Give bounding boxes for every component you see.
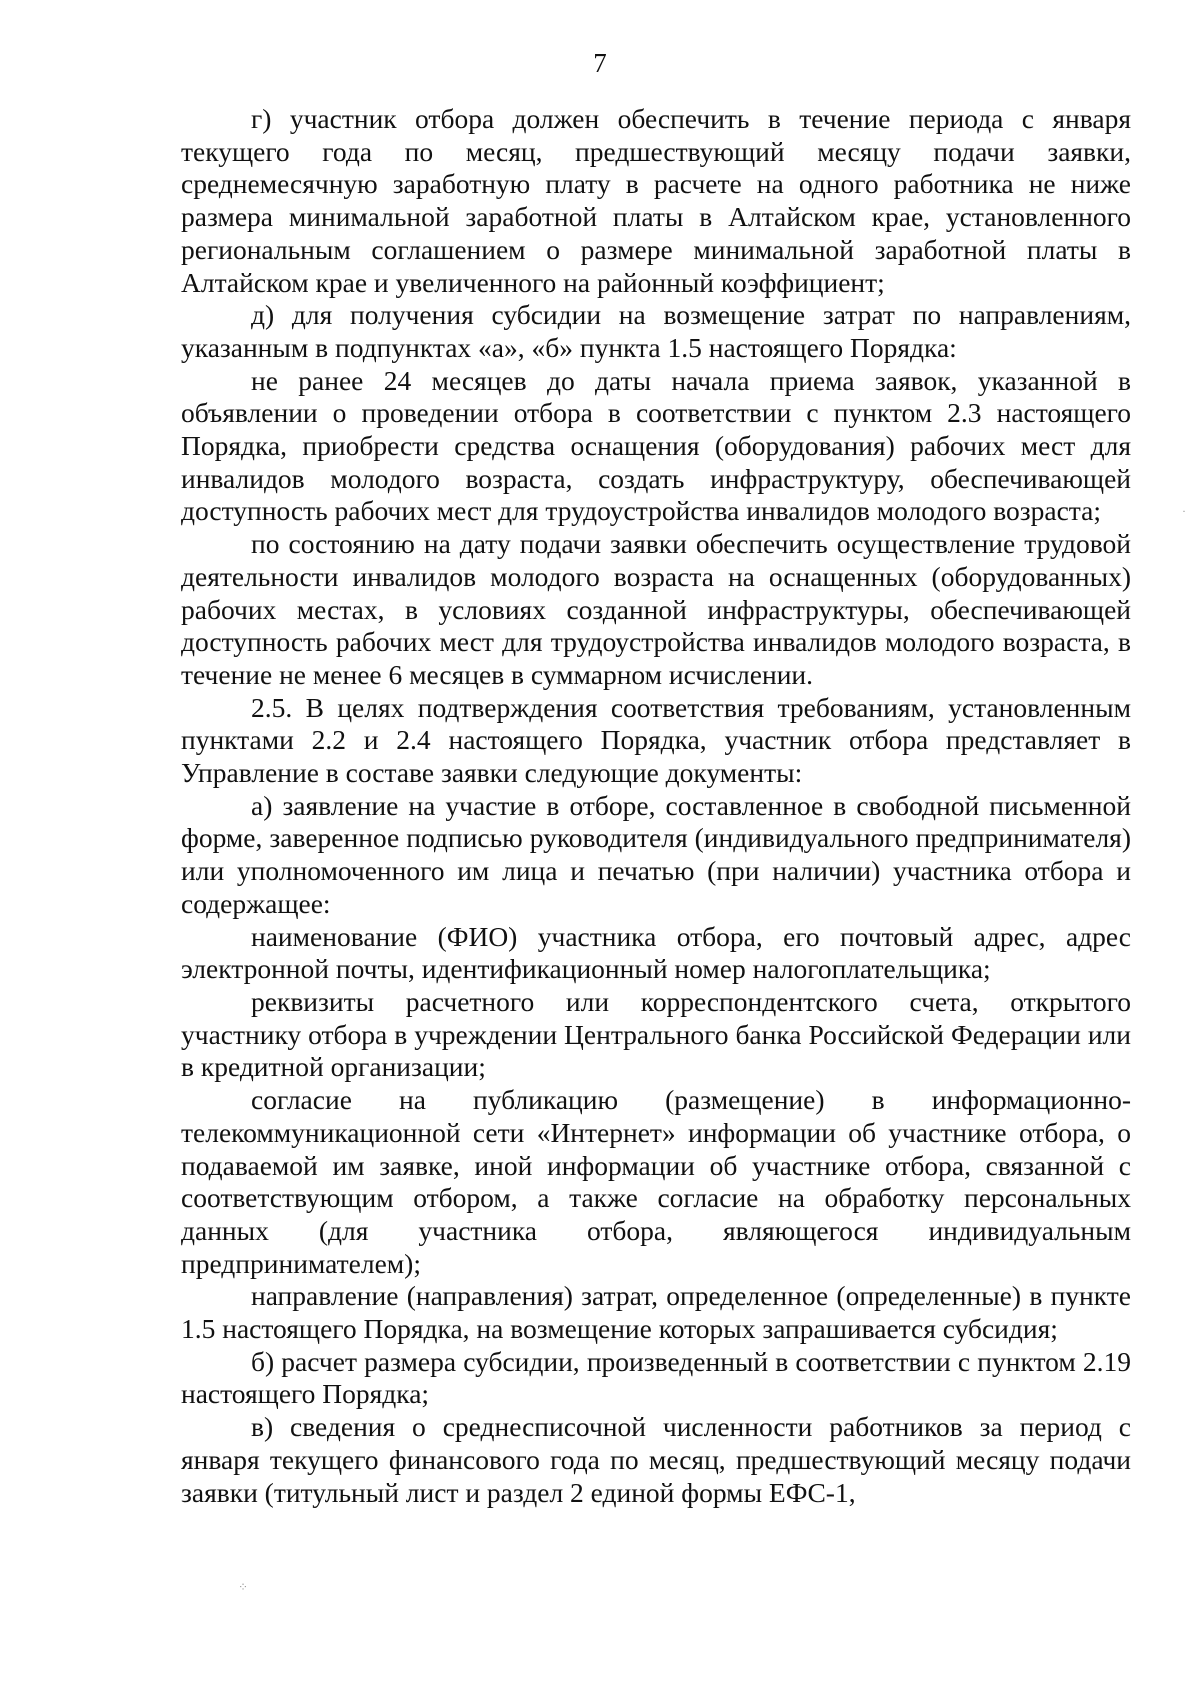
paragraph-a-name: наименование (ФИО) участника отбора, его почтовый адрес, адрес электронной почты, идентификационный номер налогоплательщика; (181, 920, 1131, 985)
paragraph-d-equipment: не ранее 24 месяцев до даты начала приема заявок, указанной в объявлении о проведении отбора в соответствии с пунктом 2.3 настоящего Порядка, приобрести средства оснащения (оборудования) рабочих мест для инвалидов молодого возраста, создать инфраструктуру, обеспечивающей доступность рабочих мест для трудоустройства инвалидов молодого возраста; (181, 364, 1131, 527)
paragraph-d-employment: по состоянию на дату подачи заявки обеспечить осуществление трудовой деятельности инвалидов молодого возраста на оснащенных (оборудованных) рабочих местах, в условиях созданной инфраструктуры, обеспечивающей доступность рабочих мест для трудоустройства инвалидов молодого возраста, в течение не менее 6 месяцев в суммарном исчислении. (181, 528, 1131, 690)
paragraph-d: д) для получения субсидии на возмещение затрат по направлениям, указанным в подпунктах «а», «б» пункта 1.5 настоящего Порядка: (181, 299, 1131, 363)
paragraph-a-application: а) заявление на участие в отборе, составленное в свободной письменной форме, заверенное подписью руководителя (индивидуального предпринимателя) или уполномоченного им лица и печатью (при наличии) участника отбора и содержащее: (181, 789, 1131, 919)
paragraph-b-calculation: б) расчет размера субсидии, произведенный в соответствии с пунктом 2.19 настоящего Порядка; (181, 1345, 1131, 1410)
page-number: 7 (593, 48, 607, 78)
paragraph-g: г) участник отбора должен обеспечить в течение периода с января текущего года по месяц, предшествующий месяцу подачи заявки, среднемесячную заработную плату в расчете на одного работника не ниже размера минимальной заработной платы в Алтайском крае, установленного региональным соглашением о размере минимальной заработной платы в Алтайском крае и увеличенного на районный коэффициент; (181, 103, 1131, 298)
paragraph-a-bank-details: реквизиты расчетного или корреспондентского счета, открытого участнику отбора в учреждении Центрального банка Российской Федерации или в кредитной организации; (181, 985, 1131, 1083)
paragraph-2-5: 2.5. В целях подтверждения соответствия требованиям, установленным пунктами 2.2 и 2.4 настоящего Порядка, участник отбора представляет в Управление в составе заявки следующие документы: (181, 691, 1131, 789)
scan-speck: · (1182, 504, 1186, 518)
paragraph-a-cost-directions: направление (направления) затрат, определенное (определенные) в пункте 1.5 настоящего Порядка, на возмещение которых запрашивается субсидия; (181, 1280, 1131, 1345)
paragraph-a-consent: согласие на публикацию (размещение) в информационно-телекоммуникационной сети «Интернет» информации об участнике отбора, о подаваемой им заявке, иной информации об участнике отбора, связанной с соответствующим отбором, а также согласие на обработку персональных данных (для участника отбора, являющегося индивидуальным предпринимателем); (181, 1084, 1131, 1279)
paragraph-v-headcount: в) сведения о среднесписочной численности работников за период с января текущего финансового года по месяц, предшествующий месяцу подачи заявки (титульный лист и раздел 2 единой формы ЕФС-1, (181, 1411, 1131, 1508)
document-body (181, 103, 1131, 1509)
scan-speck: ⁘ (238, 1580, 249, 1594)
